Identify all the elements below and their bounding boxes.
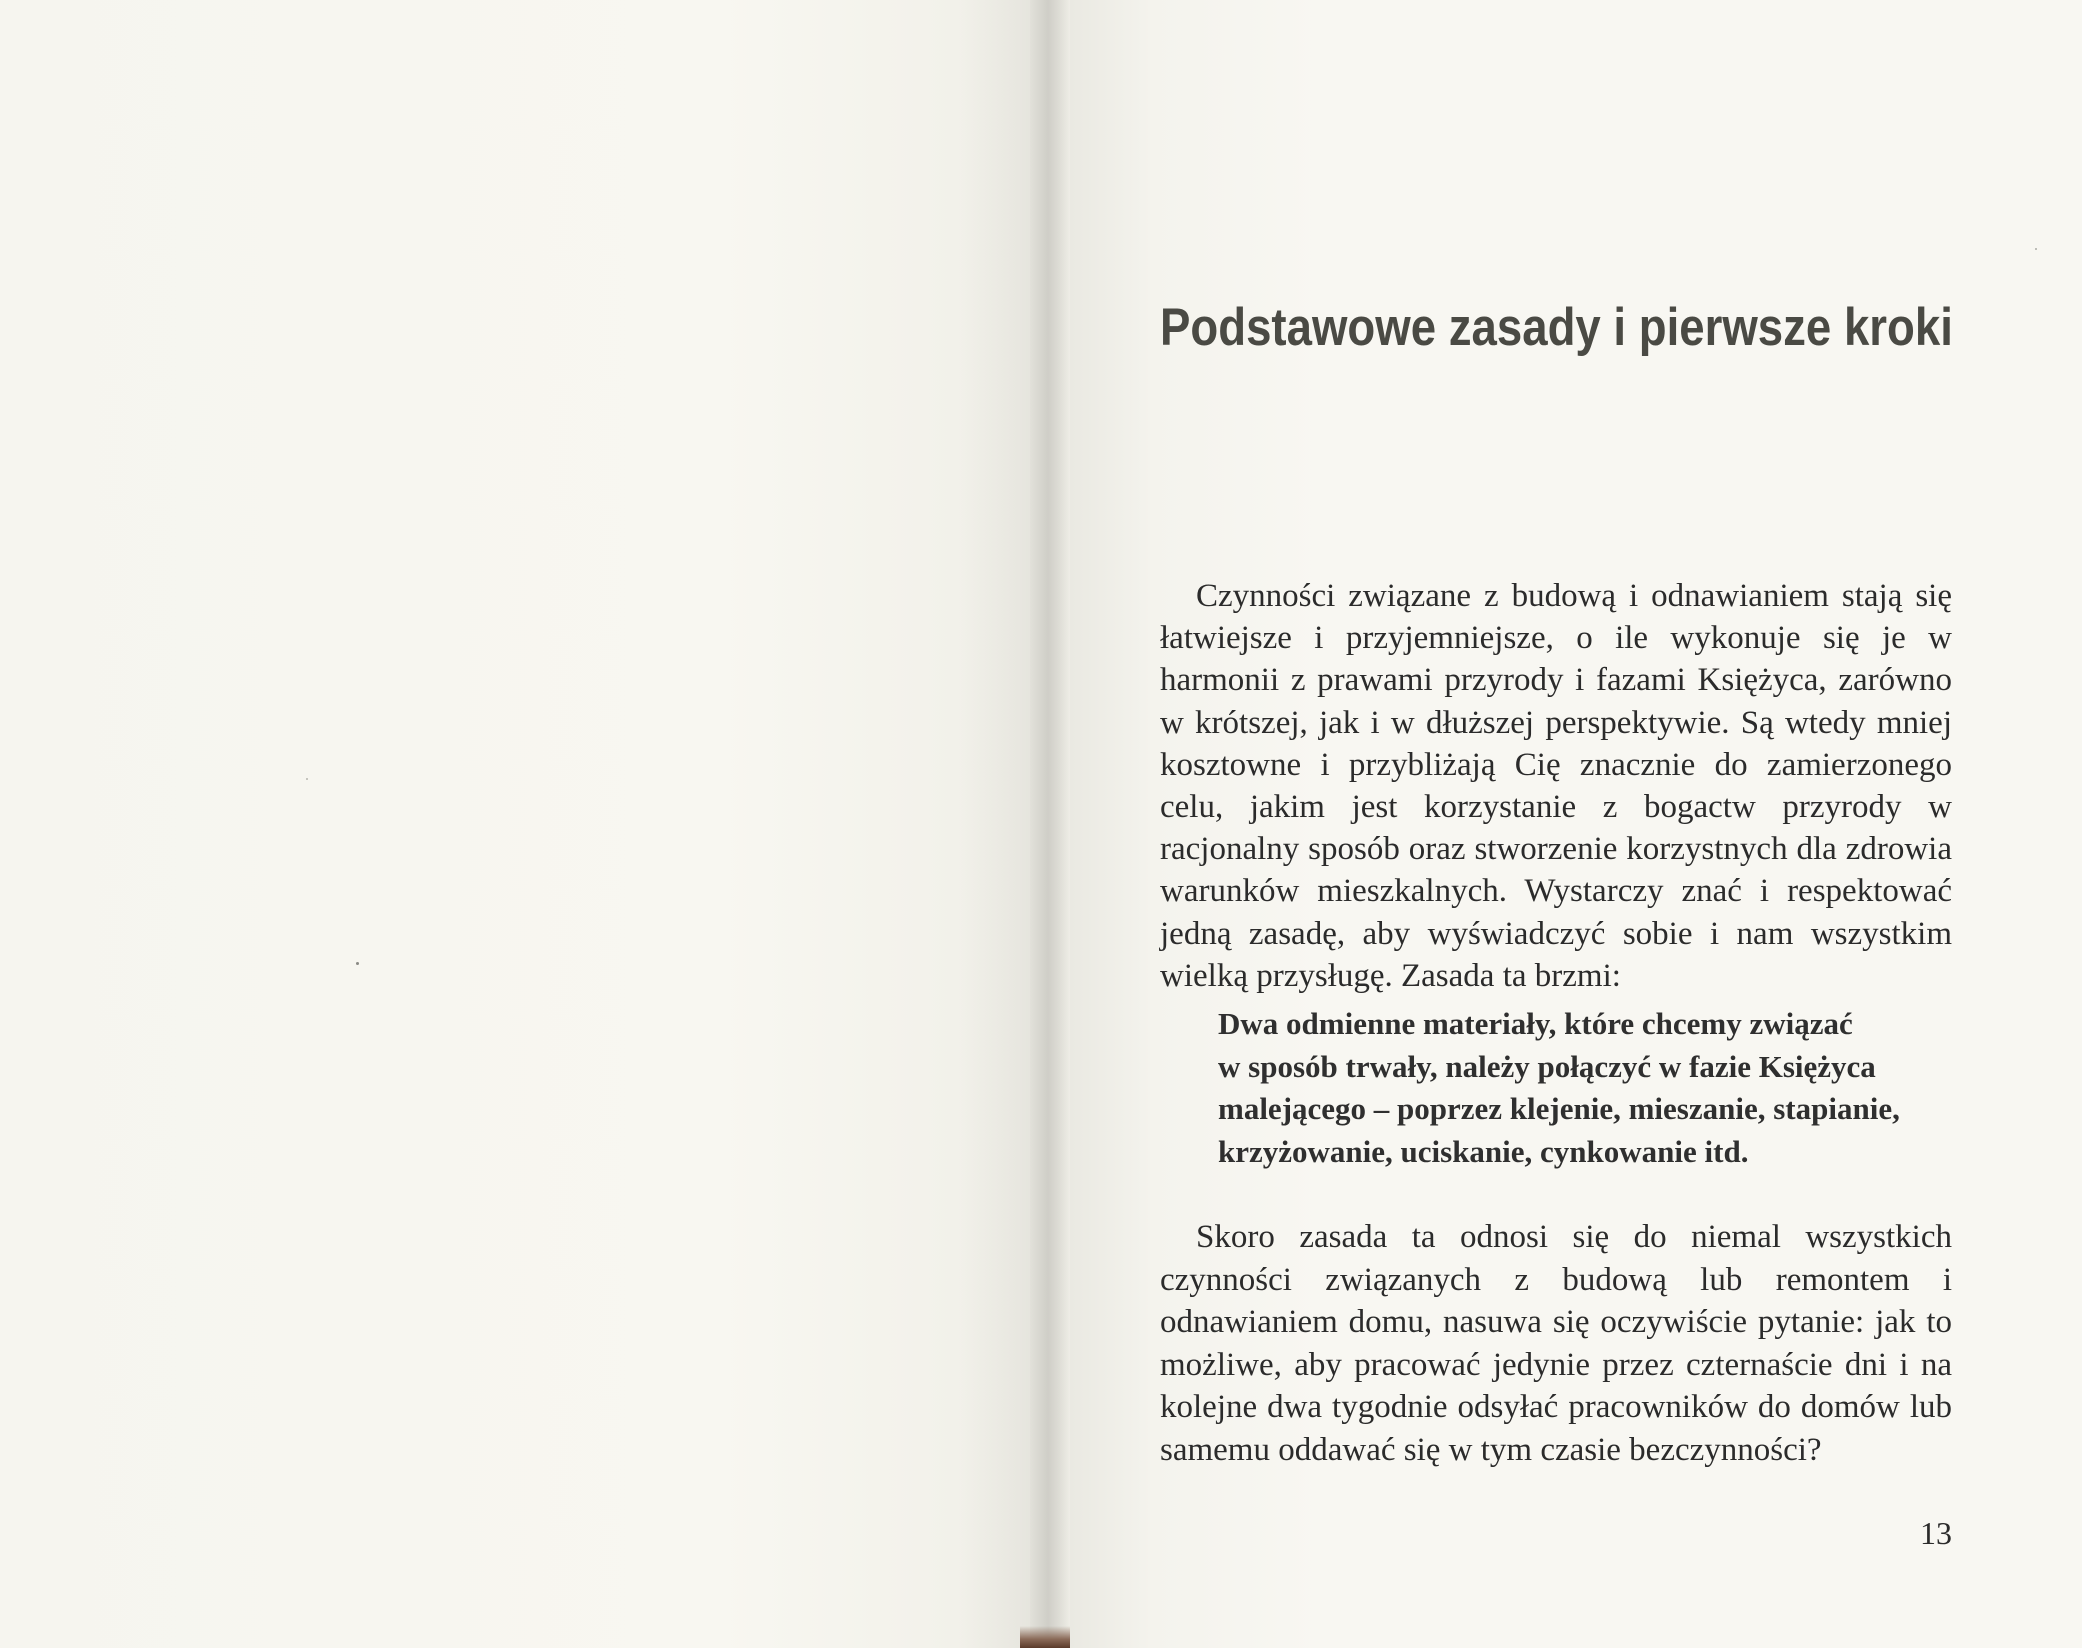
page-number: 13 bbox=[1920, 1515, 1952, 1551]
book-gutter bbox=[1030, 0, 1070, 1648]
rule-line-3: malejącego – poprzez klejenie, mieszanie, stapianie, bbox=[1218, 1091, 1900, 1126]
body-paragraph-1: Czynności związane z budową i odnawianiem stają się łatwiejsze i przyjemniejsze, o ile wykonuje się je w harmonii z prawami przyrody i fazami Księżyca, zarówno w krótszej, jak i w dłuższej perspektywie. Są wtedy mniej kosztowne i przybliżają Cię znacznie do zamierzonego celu, jakim jest korzystanie z bogactw przyrody w racjonalny sposób oraz stworzenie korzystnych dla zdrowia warunków mieszkalnych. Wystarczy znać i respektować jedną zasadę, aby wyświadczyć sobie i nam wszystkim wielką przysługę. Zasada ta brzmi: bbox=[1160, 578, 1952, 994]
rule-line-4: krzyżowanie, uciskanie, cynkowanie itd. bbox=[1218, 1133, 1749, 1169]
rule-line-2: w sposób trwały, należy połączyć w fazie Księżyca bbox=[1218, 1048, 1876, 1084]
paper-speck bbox=[356, 962, 359, 965]
paper-speck bbox=[306, 778, 308, 780]
chapter-heading: Podstawowe zasady i pierwsze kroki bbox=[1160, 298, 1953, 357]
highlighted-rule bbox=[1218, 1003, 1923, 1173]
body-paragraph-2: Skoro zasada ta odnosi się do niemal wszystkich czynności związanych z budową lub remontem i odnawianiem domu, nasuwa się oczywiście pytanie: jak to możliwe, aby pracować jedynie przez czternaście dni i na kolejne dwa tygodnie odsyłać pracowników do domów lub samemu oddawać się w tym czasie bezczynności? bbox=[1160, 1219, 1952, 1468]
rule-line-1: Dwa odmienne materiały, które chcemy związać bbox=[1218, 1006, 1853, 1041]
paper-speck bbox=[2035, 248, 2037, 250]
left-page bbox=[0, 0, 1030, 1648]
